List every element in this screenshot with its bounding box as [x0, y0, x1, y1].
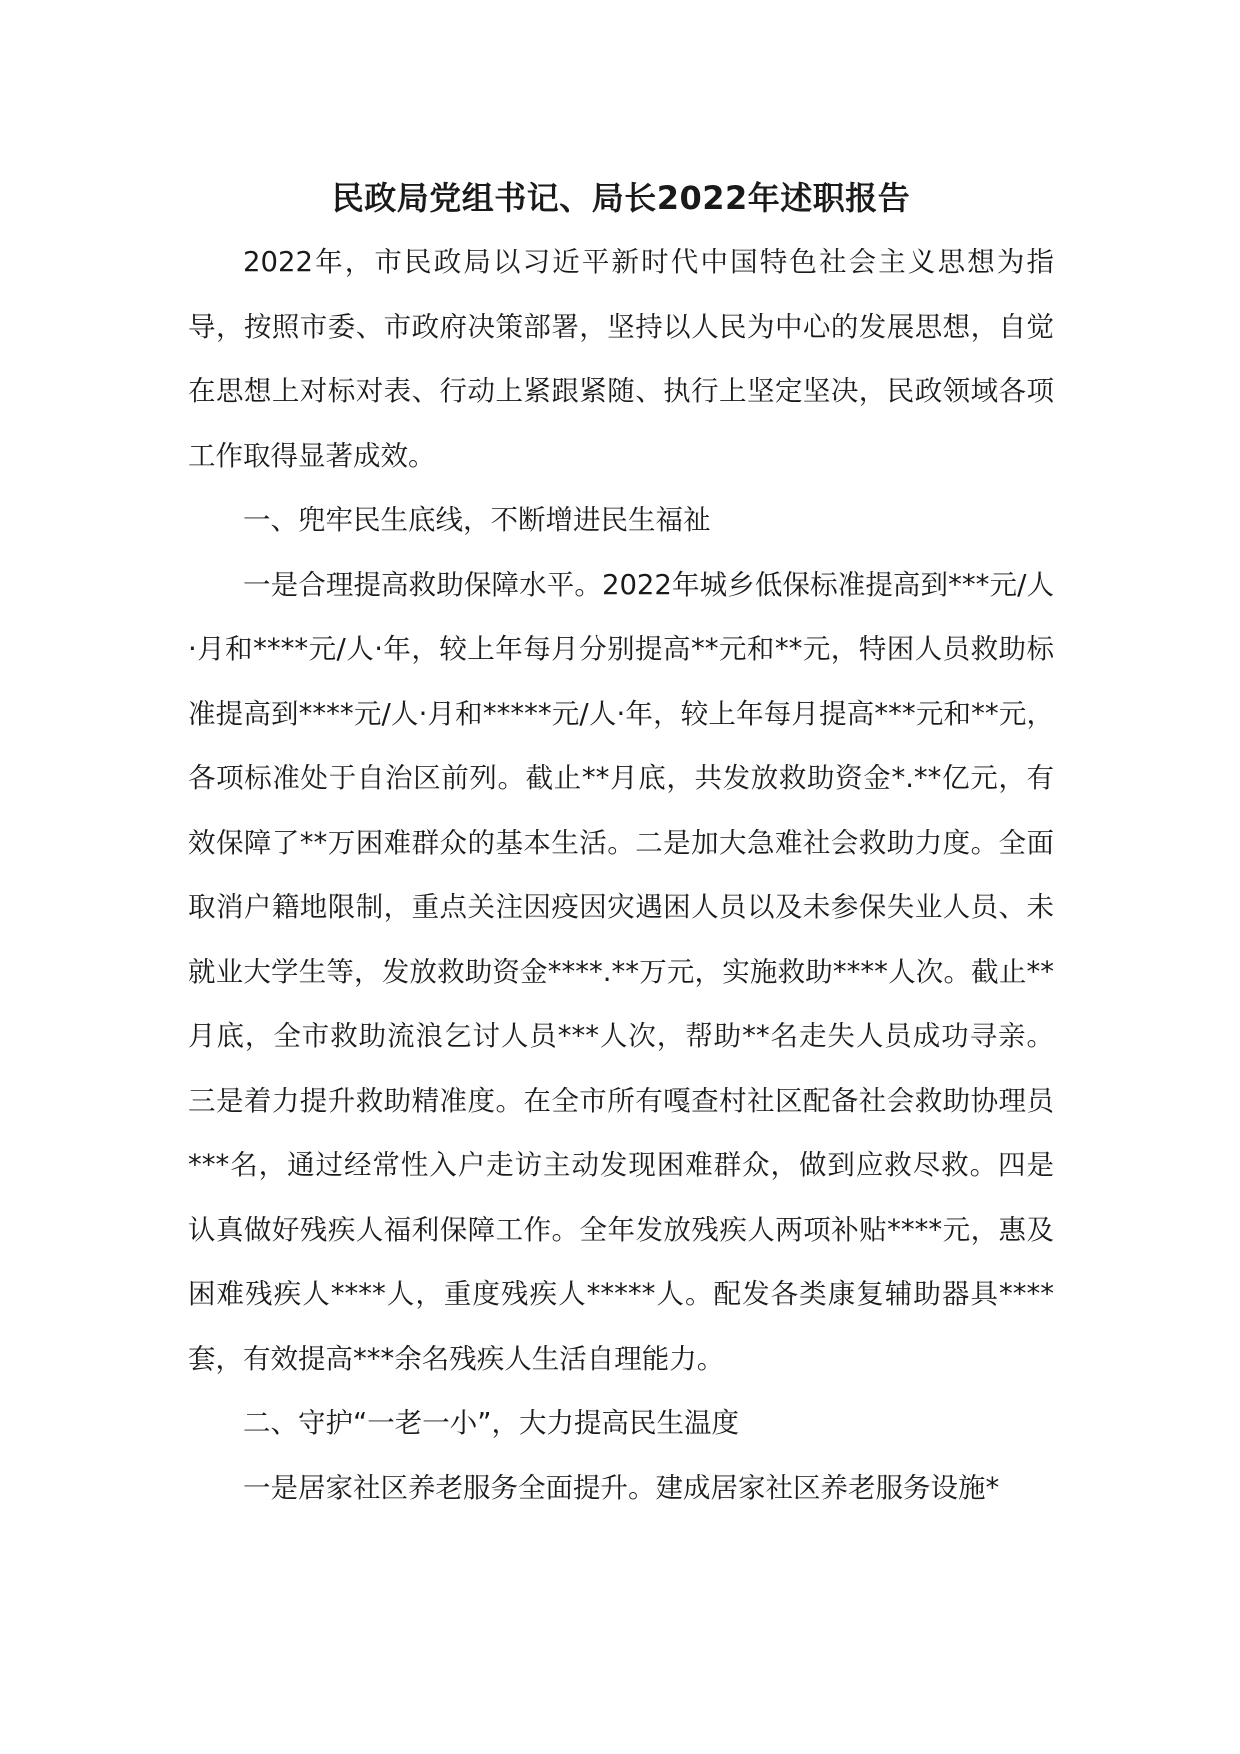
intro-paragraph: 2022年，市民政局以习近平新时代中国特色社会主义思想为指导，按照市委、市政府决策部署，坚持以人民为中心的发展思想，自觉在思想上对标对表、行动上紧跟紧随、执行上坚定坚决，民政领域各项工作取得显著成效。: [188, 246, 1054, 472]
document-title: 民政局党组书记、局长2022年述职报告: [331, 179, 911, 217]
section-2-heading: 二、守护“一老一小”，大力提高民生温度: [243, 1407, 739, 1439]
document-page: [188, 170, 1054, 1520]
section-1-heading: 一、兜牢民生底线，不断增进民生福祉: [243, 504, 711, 536]
section-1-body: 一是合理提高救助保障水平。2022年城乡低保标准提高到***元/人·月和****元/人·年，较上年每月分别提高**元和**元，特困人员救助标准提高到****元/人·月和*****元/人·年，较上年每月提高***元和**元，各项标准处于自治区前列。截止**月底，共发放救助资金*.**亿元，有效保障了**万困难群众的基本生活。二是加大急难社会救助力度。全面取消户籍地限制，重点关注因疫因灾遇困人员以及未参保失业人员、未就业大学生等，发放救助资金****.**万元，实施救助****人次。截止**月底，全市救助流浪乞讨人员***人次，帮助**名走失人员成功寻亲。三是着力提升救助精准度。在全市所有嘎查村社区配备社会救助协理员***名，通过经常性入户走访主动发现困难群众，做到应救尽救。四是认真做好残疾人福利保障工作。全年发放残疾人两项补贴****元，惠及困难残疾人****人，重度残疾人*****人。配发各类康复辅助器具****套，有效提高***余名残疾人生活自理能力。: [188, 568, 1054, 1375]
section-2-body: 一是居家社区养老服务全面提升。建成居家社区养老服务设施*: [243, 1471, 1000, 1504]
